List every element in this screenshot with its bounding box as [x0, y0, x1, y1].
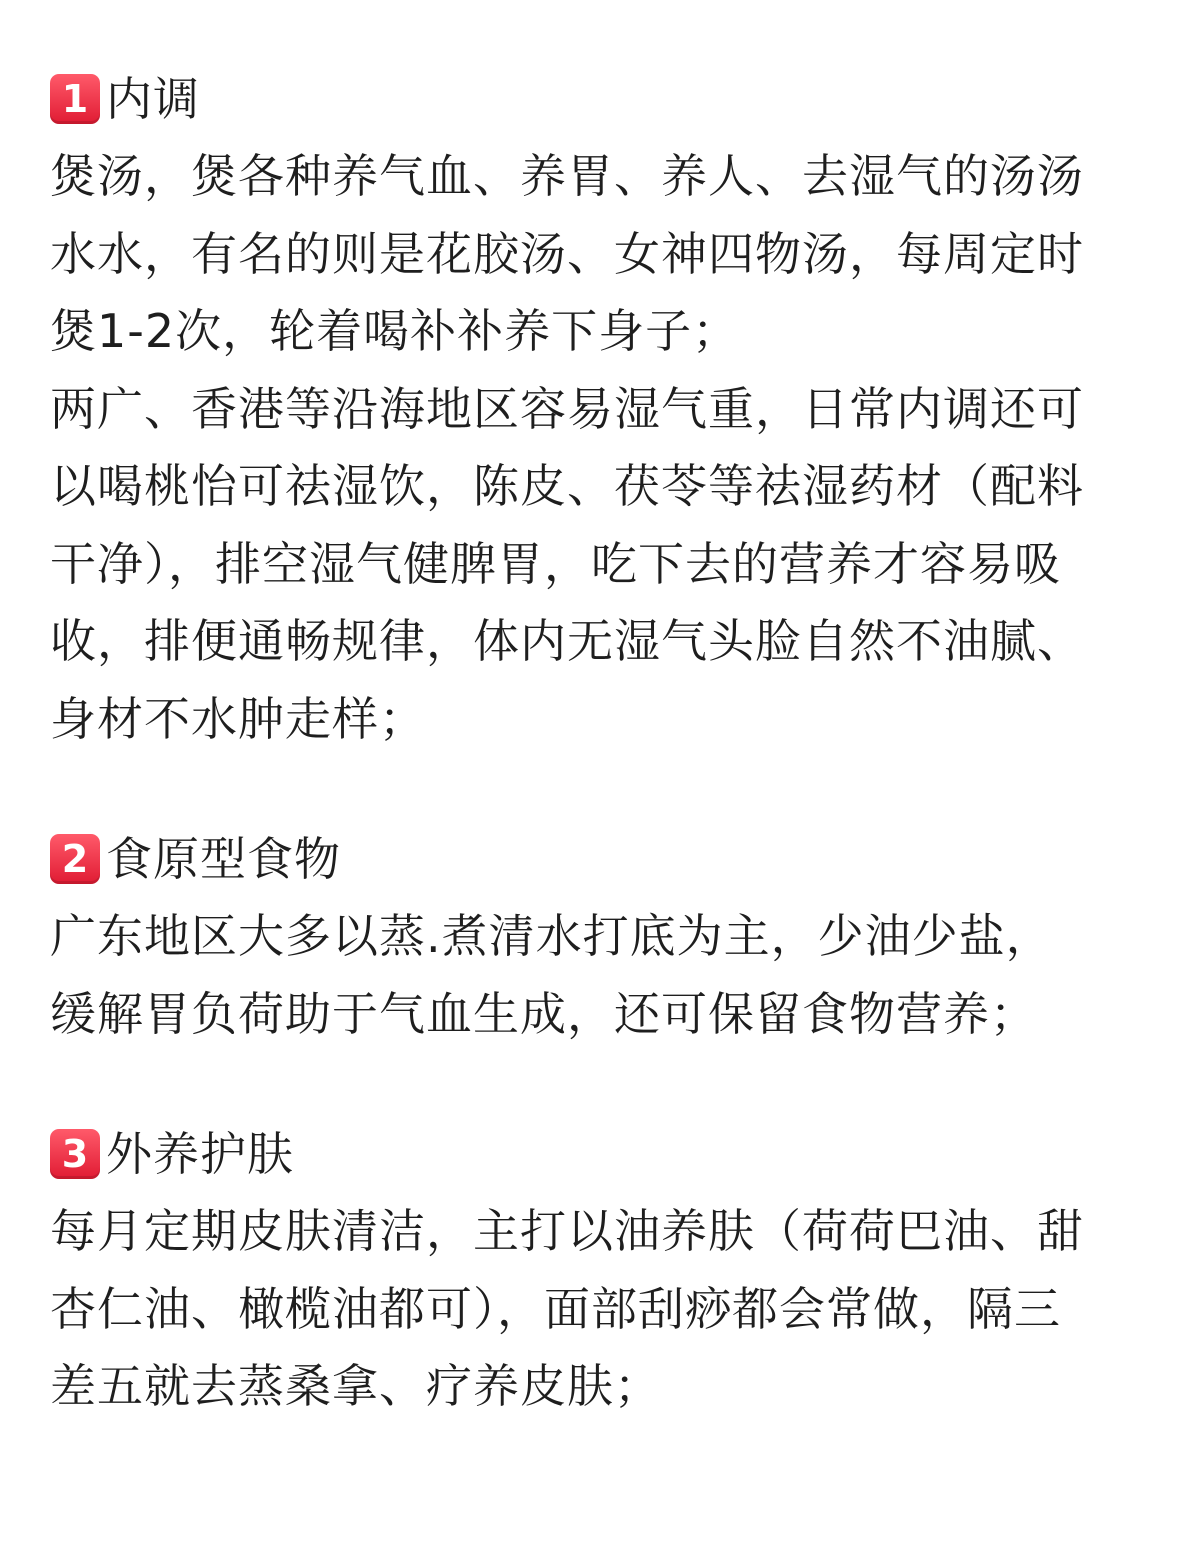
paragraph-line: 干净），排空湿气健脾胃，吃下去的营养才容易吸 — [50, 536, 1061, 591]
section-header — [50, 60, 1140, 138]
section-external-skincare — [50, 1115, 1140, 1426]
section-header — [50, 1115, 1140, 1193]
section-header — [50, 820, 1140, 898]
paragraph-line: 广东地区大多以蒸.煮清水打底为主，少油少盐， — [50, 909, 1053, 963]
section-body — [50, 1193, 1140, 1426]
number-2-badge-icon: 2 — [50, 834, 100, 884]
section-whole-foods — [50, 820, 1140, 1053]
paragraph-line: 身材不水肿走样； — [50, 691, 426, 746]
section-inner-conditioning — [50, 60, 1140, 758]
paragraph-line: 两广、香港等沿海地区容易湿气重，日常内调还可 — [50, 381, 1084, 436]
section-body — [50, 898, 1140, 1053]
number-1-badge-icon: 1 — [50, 74, 100, 124]
paragraph-line: 以喝桃怡可祛湿饮，陈皮、茯苓等祛湿药材（配料 — [50, 459, 1084, 513]
paragraph-line: 煲1-2次，轮着喝补补养下身子； — [50, 304, 740, 358]
paragraph-line: 煲汤，煲各种养气血、养胃、养人、去湿气的汤汤 — [50, 149, 1084, 203]
paragraph-line: 杏仁油、橄榄油都可），面部刮痧都会常做，隔三 — [50, 1281, 1061, 1336]
section-body — [50, 138, 1140, 758]
paragraph-line: 收，排便通畅规律，体内无湿气头脸自然不油腻、 — [50, 614, 1084, 668]
article — [50, 60, 1140, 1488]
paragraph-line: 水水，有名的则是花胶汤、女神四物汤，每周定时 — [50, 226, 1084, 281]
paragraph-line: 缓解胃负荷助于气血生成，还可保留食物营养； — [50, 986, 1037, 1041]
section-title: 外养护肤 — [106, 1127, 294, 1181]
paragraph-line: 差五就去蒸桑拿、疗养皮肤； — [50, 1359, 661, 1413]
paragraph-line: 每月定期皮肤清洁，主打以油养肤（荷荷巴油、甜 — [50, 1204, 1084, 1258]
section-title: 食原型食物 — [106, 832, 341, 886]
number-3-badge-icon: 3 — [50, 1129, 100, 1179]
section-title: 内调 — [106, 72, 200, 126]
